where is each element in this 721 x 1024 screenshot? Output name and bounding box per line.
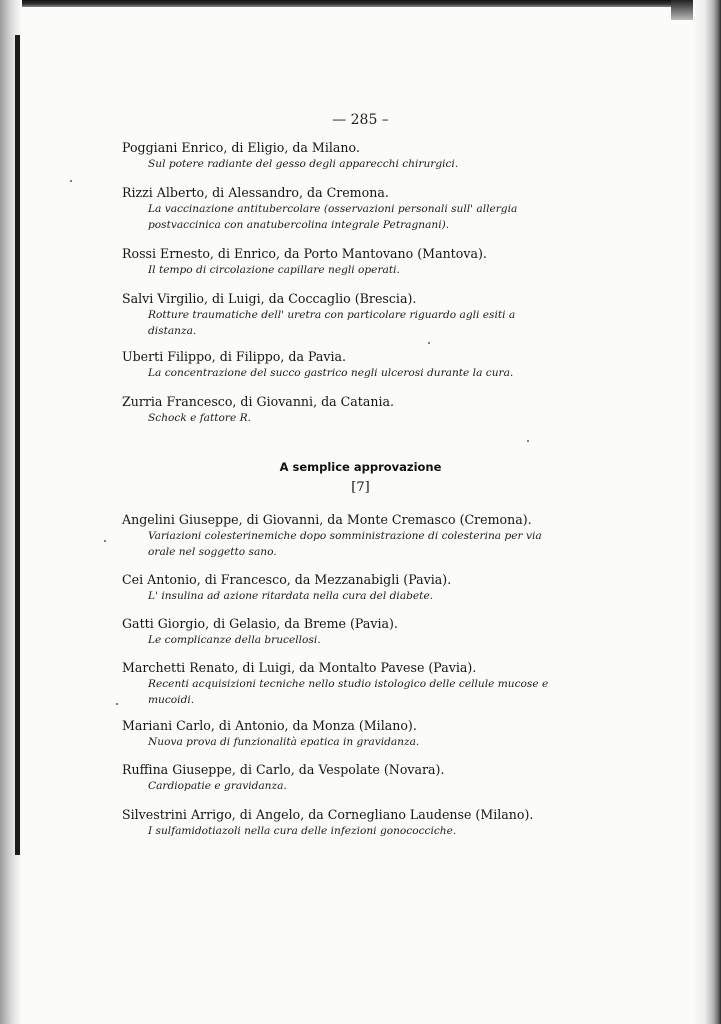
scan-speck — [70, 180, 72, 182]
list-item — [122, 393, 562, 426]
scan-speck — [104, 540, 106, 542]
entry-author: Salvi Virgilio, di Luigi, da Coccaglio (Brescia). — [122, 291, 417, 306]
scan-right-edge — [693, 0, 721, 1024]
entry-title: Le complicanze della brucellosi. — [148, 634, 321, 646]
entry-title: La vaccinazione antitubercolare (osservazioni personali sull' allergia postvaccinica con anatubercolina integrale Petragnani). — [148, 203, 518, 231]
entry-author: Rossi Ernesto, di Enrico, da Porto Mantovano (Mantova). — [122, 246, 487, 261]
list-item — [122, 139, 562, 172]
entry-title: Rotture traumatiche dell' uretra con particolare riguardo agli esiti a distanza. — [148, 309, 516, 337]
entry-author: Marchetti Renato, di Luigi, da Montalto Pavese (Pavia). — [122, 660, 477, 675]
list-item — [122, 245, 562, 278]
list-item — [122, 571, 562, 604]
entry-title: Variazioni colesterinemiche dopo somministrazione di colesterina per via orale nel soggetto sano. — [148, 530, 542, 558]
entry-title: Schock e fattore R. — [148, 412, 251, 424]
entry-author: Ruffina Giuseppe, di Carlo, da Vespolate (Novara). — [122, 762, 445, 777]
binding-shadow — [15, 35, 20, 855]
entry-title: Il tempo di circolazione capillare negli operati. — [148, 264, 400, 276]
entry-author: Silvestrini Arrigo, di Angelo, da Cornegliano Laudense (Milano). — [122, 807, 534, 822]
entry-title: Nuova prova di funzionalità epatica in gravidanza. — [148, 736, 420, 748]
entry-author: Cei Antonio, di Francesco, da Mezzanabigli (Pavia). — [122, 572, 452, 587]
entry-title: I sulfamidotiazoli nella cura delle infezioni gonococciche. — [148, 825, 457, 837]
entry-author: Angelini Giuseppe, di Giovanni, da Monte Cremasco (Cremona). — [122, 512, 532, 527]
scan-speck — [428, 342, 430, 344]
entry-author: Zurria Francesco, di Giovanni, da Catania. — [122, 394, 395, 409]
entry-author: Poggiani Enrico, di Eligio, da Milano. — [122, 140, 360, 155]
entry-title: L' insulina ad azione ritardata nella cura del diabete. — [148, 590, 434, 602]
entry-title: Recenti acquisizioni tecniche nello studio istologico delle cellule mucose e mucoidi. — [148, 678, 549, 706]
list-item — [122, 348, 562, 381]
list-item — [122, 806, 562, 839]
entry-title: Sul potere radiante del gesso degli apparecchi chirurgici. — [148, 158, 459, 170]
entry-title: La concentrazione del succo gastrico negli ulcerosi durante la cura. — [148, 367, 514, 379]
entry-author: Uberti Filippo, di Filippo, da Pavia. — [122, 349, 347, 364]
list-item — [122, 184, 562, 233]
scan-speck — [527, 440, 529, 442]
section-heading: A semplice approvazione — [279, 460, 442, 474]
list-item — [122, 511, 562, 560]
scan-speck — [116, 703, 118, 705]
list-item — [122, 659, 562, 708]
entry-author: Gatti Giorgio, di Gelasio, da Breme (Pavia). — [122, 616, 398, 631]
list-item — [122, 717, 562, 750]
scan-top-edge — [0, 0, 721, 7]
entry-title: Cardiopatie e gravidanza. — [148, 780, 287, 792]
list-item — [122, 615, 562, 648]
entry-author: Rizzi Alberto, di Alessandro, da Cremona. — [122, 185, 389, 200]
page-number: — 285 – — [332, 112, 389, 128]
list-item — [122, 761, 562, 794]
entry-author: Mariani Carlo, di Antonio, da Monza (Milano). — [122, 718, 417, 733]
section-count: [7] — [351, 480, 370, 495]
list-item — [122, 290, 562, 339]
